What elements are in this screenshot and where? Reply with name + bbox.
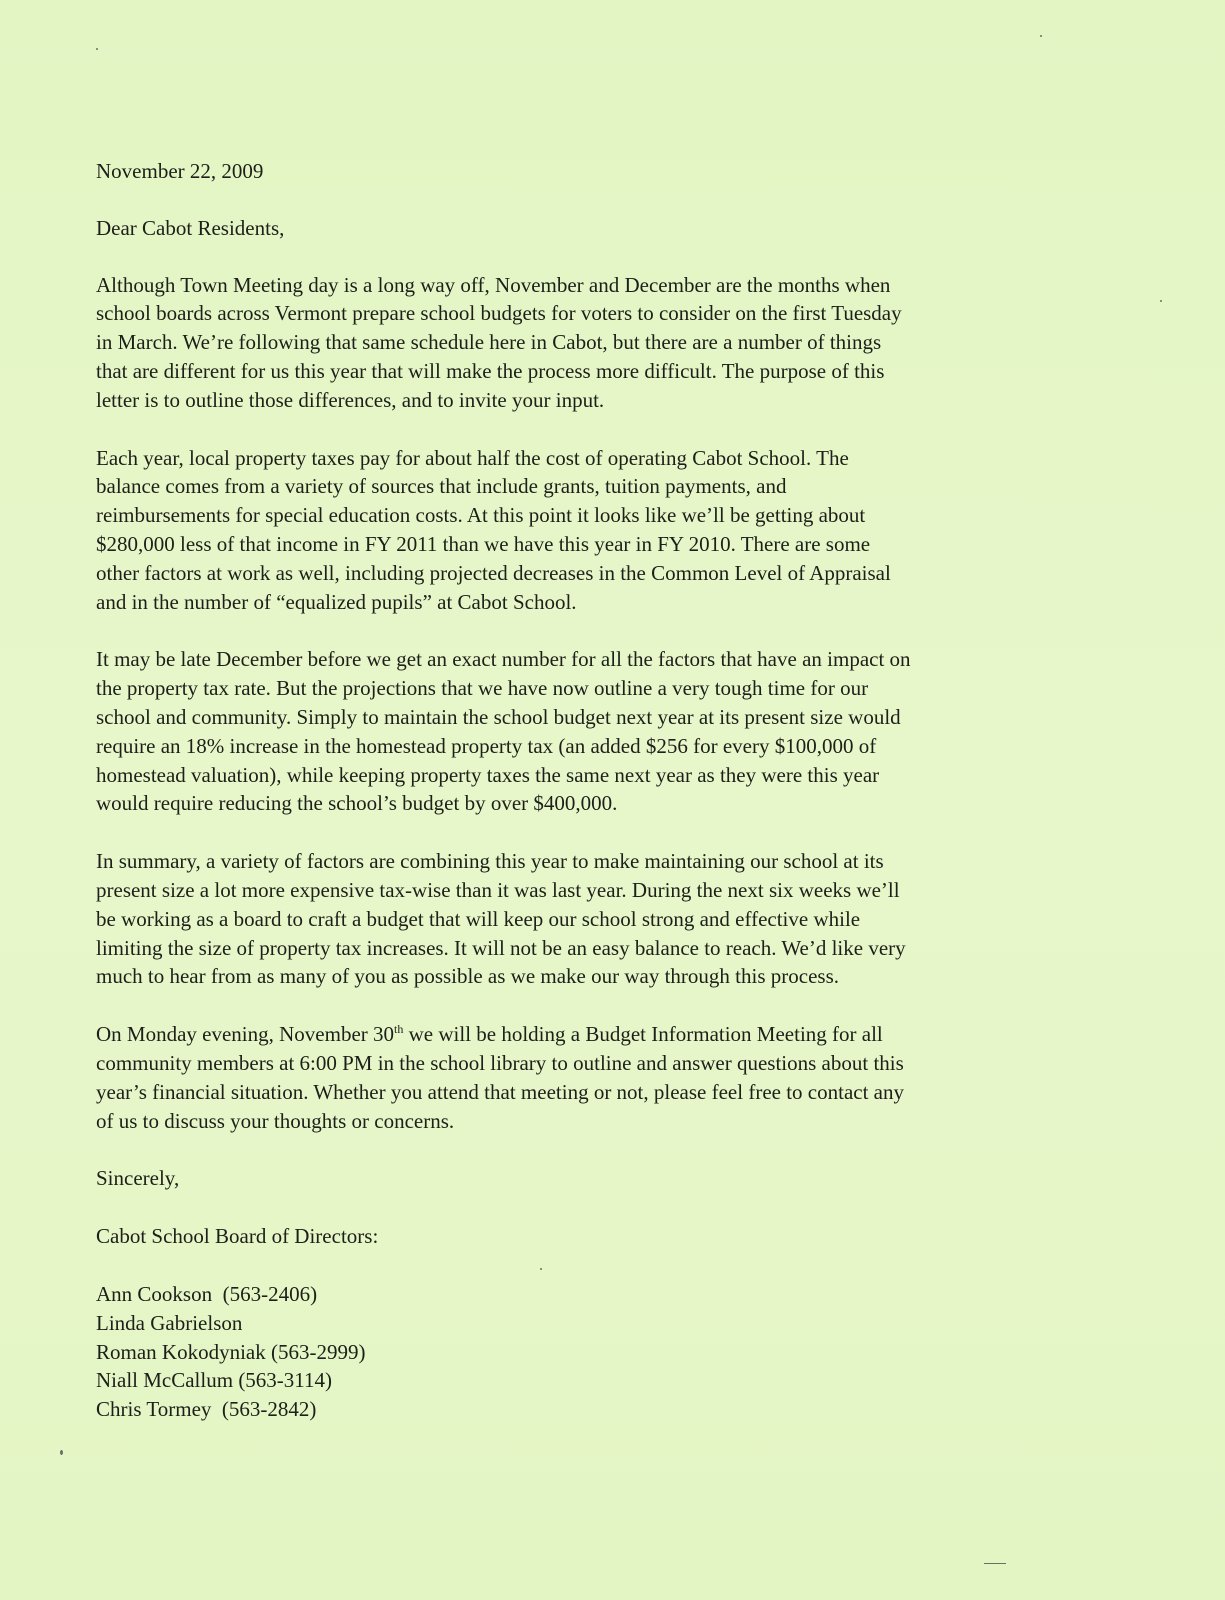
paragraph-line: present size a lot more expensive tax-wise than it was last year. During the next six weeks we’ll [96, 877, 900, 902]
paragraph-line: other factors at work as well, including projected decreases in the Common Level of Appraisal [96, 560, 891, 585]
paragraph-line: homestead valuation), while keeping property taxes the same next year as they were this year [96, 762, 880, 787]
paragraph-line: letter is to outline those differences, and to invite your input. [96, 387, 605, 412]
paragraph-2 [96, 444, 1056, 617]
scan-speck [540, 1268, 542, 1270]
paragraph-line: much to hear from as many of you as possible as we make our way through this process. [96, 964, 839, 989]
board-member: Linda Gabrielson [96, 1310, 243, 1335]
paragraph-line: require an 18% increase in the homestead property tax (an added $256 for every $100,000 of [96, 733, 877, 758]
salutation: Dear Cabot Residents, [96, 215, 285, 240]
paragraph-line: that are different for us this year that will make the process more difficult. The purpose of this [96, 358, 885, 383]
scan-speck [96, 48, 98, 50]
paragraph-line: It may be late December before we get an exact number for all the factors that have an impact on [96, 647, 911, 672]
paragraph-line [96, 1020, 1056, 1049]
paragraph-line: would require reducing the school’s budget by over $400,000. [96, 791, 618, 816]
ordinal-suffix: th [394, 1022, 404, 1037]
paragraph-line: in March. We’re following that same schedule here in Cabot, but there are a number of things [96, 330, 882, 355]
letter-body [96, 157, 1056, 1424]
board-member: Ann Cookson (563-2406) [96, 1281, 318, 1306]
meeting-date-text: On Monday evening, November 30 [96, 1022, 395, 1047]
paragraph-line: reimbursements for special education costs. At this point it looks like we’ll be getting about [96, 503, 866, 528]
paragraph-line: year’s financial situation. Whether you attend that meeting or not, please feel free to contact any [96, 1079, 904, 1104]
paragraph-line: be working as a board to craft a budget that will keep our school strong and effective while [96, 906, 861, 931]
paragraph-line: school boards across Vermont prepare school budgets for voters to consider on the first Tuesday [96, 301, 902, 326]
signature-title: Cabot School Board of Directors: [96, 1224, 379, 1249]
paragraph-1 [96, 271, 1056, 415]
paragraph-line: Each year, local property taxes pay for about half the cost of operating Cabot School. The [96, 445, 849, 470]
board-member-list [96, 1280, 1056, 1424]
paragraph-5 [96, 1020, 1056, 1135]
paragraph-line: community members at 6:00 PM in the school library to outline and answer questions about this [96, 1050, 904, 1075]
paragraph-4 [96, 847, 1056, 991]
paragraph-line: and in the number of “equalized pupils” at Cabot School. [96, 589, 577, 614]
paragraph-3 [96, 645, 1056, 818]
paragraph-line: In summary, a variety of factors are combining this year to make maintaining our school at its [96, 849, 884, 874]
paragraph-line: limiting the size of property tax increases. It will not be an easy balance to reach. We’d like very [96, 935, 906, 960]
board-member: Roman Kokodyniak (563-2999) [96, 1339, 366, 1364]
closing: Sincerely, [96, 1166, 180, 1191]
letter-date: November 22, 2009 [96, 159, 264, 183]
paragraph-line: the property tax rate. But the projections that we have now outline a very tough time for our [96, 676, 869, 701]
paragraph-line: Although Town Meeting day is a long way off, November and December are the months when [96, 272, 891, 297]
paragraph-line: $280,000 less of that income in FY 2011 than we have this year in FY 2010. There are some [96, 531, 871, 556]
scan-speck [1160, 300, 1162, 302]
paragraph-line: of us to discuss your thoughts or concerns. [96, 1108, 455, 1133]
scan-speck [984, 1563, 1006, 1564]
board-member: Niall McCallum (563-3114) [96, 1368, 333, 1393]
paragraph-line: balance comes from a variety of sources that include grants, tuition payments, and [96, 474, 787, 499]
scan-speck [60, 1450, 63, 1455]
board-member: Chris Tormey (563-2842) [96, 1397, 317, 1422]
paragraph-line: school and community. Simply to maintain the school budget next year at its present size would [96, 704, 901, 729]
meeting-description-text: we will be holding a Budget Information Meeting for all [403, 1022, 883, 1047]
scan-speck [1040, 35, 1042, 37]
